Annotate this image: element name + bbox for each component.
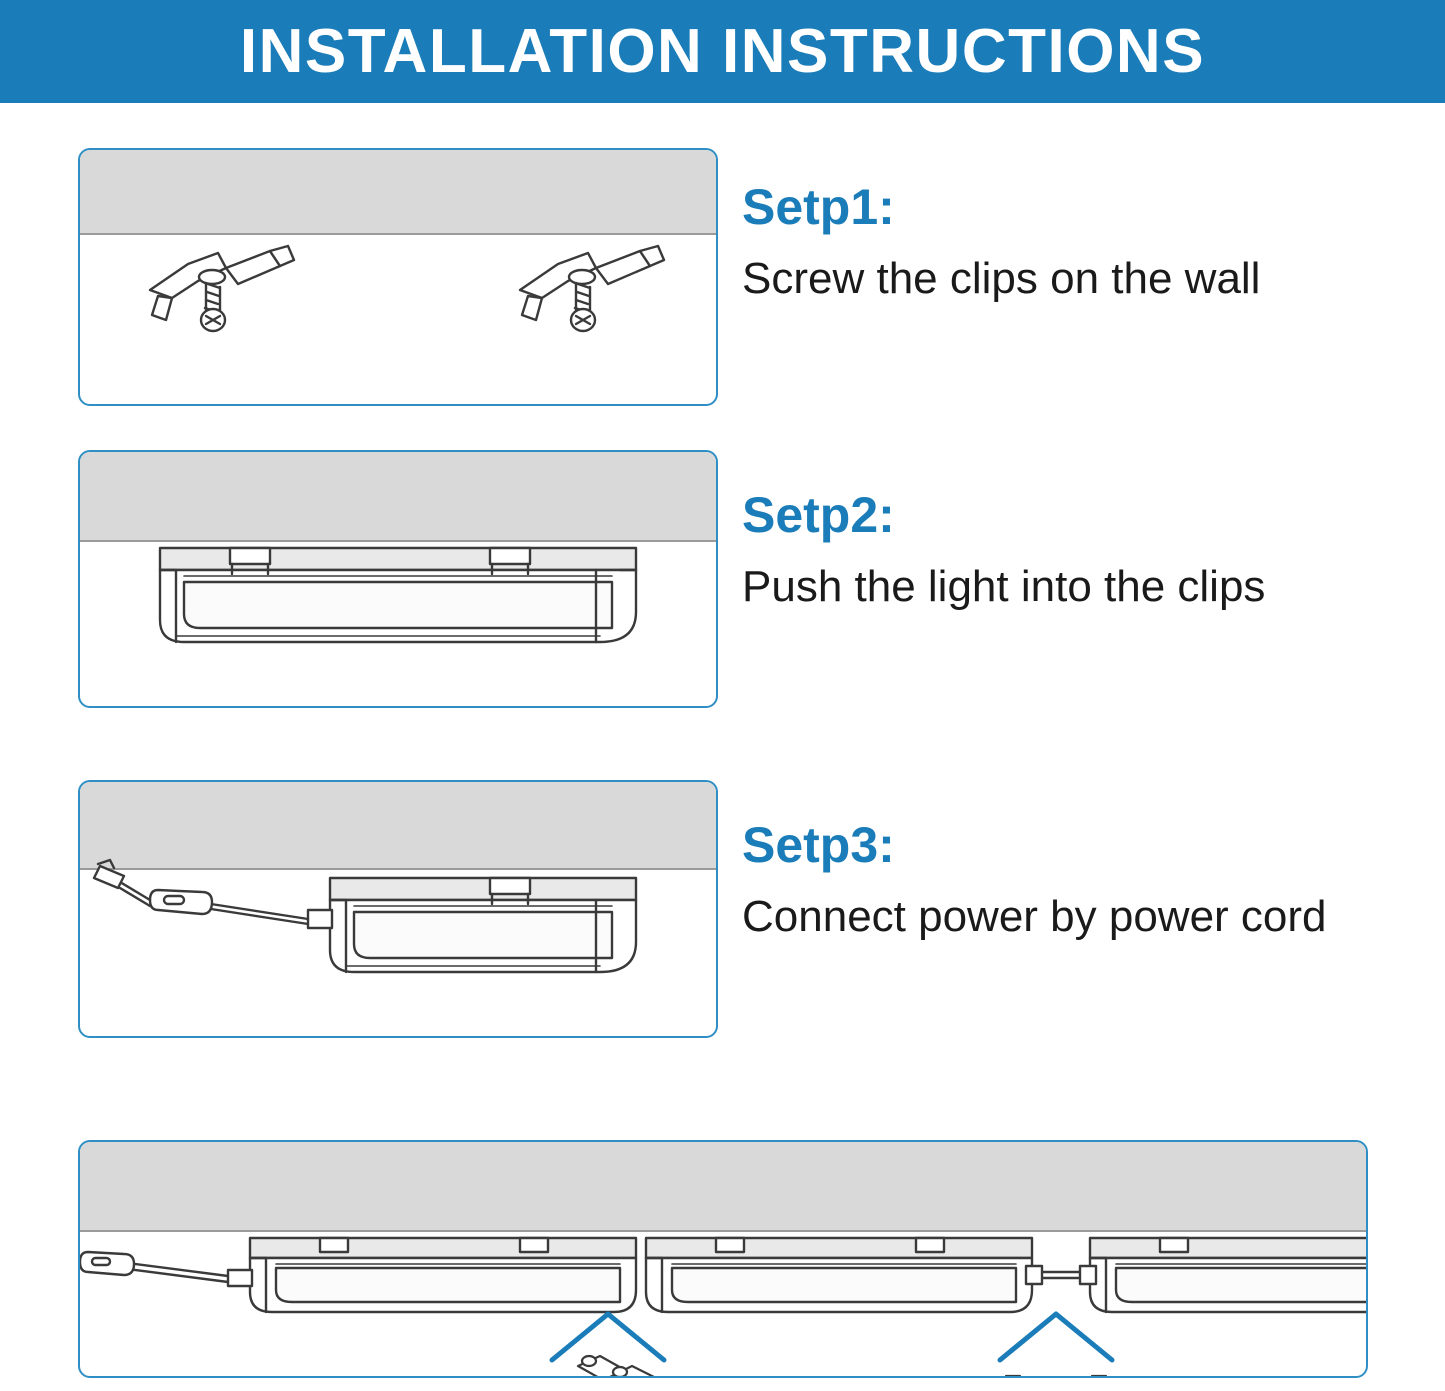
- step-row-2: [0, 450, 1445, 720]
- step-1-text-block: [742, 179, 1261, 305]
- step-2-description: Push the light into the clips: [742, 562, 1266, 611]
- clip-screw-drawing: [80, 150, 718, 406]
- linking-illustration-panel: [78, 1140, 1368, 1378]
- step-1-illustration-panel: [78, 148, 718, 406]
- step-3-label: Setp3:: [742, 817, 895, 873]
- page-title: INSTALLATION INSTRUCTIONS: [239, 16, 1206, 86]
- step-1-label: Setp1:: [742, 179, 895, 235]
- step-3-description: Connect power by power cord: [742, 892, 1327, 941]
- step-3-illustration-panel: [78, 780, 718, 1038]
- light-fixture-in-clips-drawing: [80, 452, 718, 708]
- header-bar: [0, 0, 1445, 103]
- power-cord-connection-drawing: [80, 782, 718, 1038]
- step-2-label: Setp2:: [742, 487, 895, 543]
- step-2-text-block: [742, 487, 1266, 613]
- step-1-description: Screw the clips on the wall: [742, 254, 1261, 303]
- step-row-1: [0, 140, 1445, 410]
- step-3-text-block: [742, 817, 1327, 943]
- step-2-illustration-panel: [78, 450, 718, 708]
- step-row-3: [0, 780, 1445, 1050]
- linked-fixtures-drawing: [80, 1142, 1368, 1378]
